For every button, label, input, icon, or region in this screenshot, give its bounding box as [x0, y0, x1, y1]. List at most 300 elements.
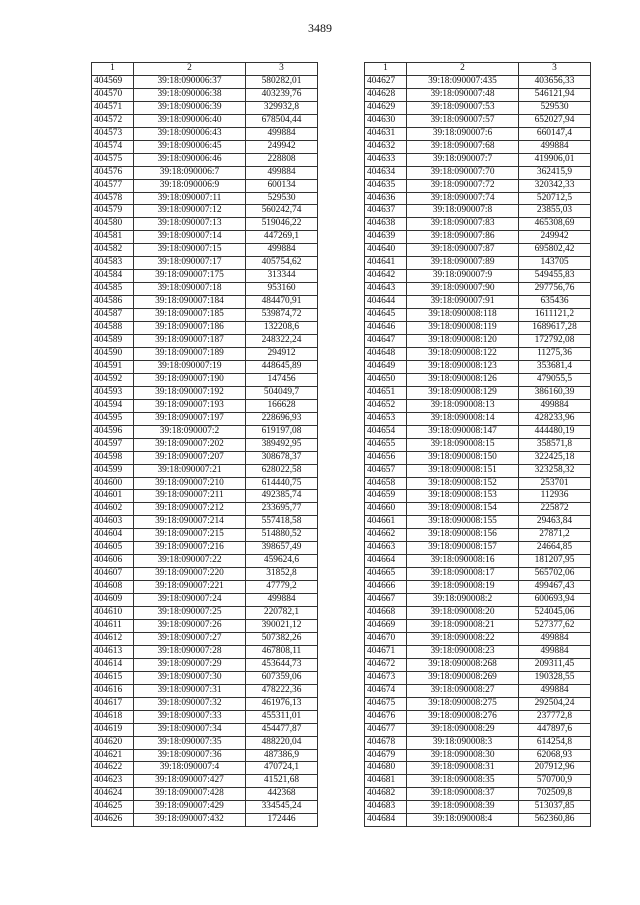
table-row	[365, 697, 591, 710]
table-row	[92, 412, 318, 425]
cadastral-value: 442368	[246, 788, 318, 801]
cadastral-number: 39:18:090007:13	[134, 218, 246, 231]
cadastral-value: 580282,01	[246, 75, 318, 88]
cadastral-number: 39:18:090007:428	[134, 788, 246, 801]
cadastral-value: 499884	[519, 140, 591, 153]
table-row	[92, 386, 318, 399]
cadastral-value: 31852,8	[246, 568, 318, 581]
row-number: 404630	[365, 114, 407, 127]
row-number: 404654	[365, 425, 407, 438]
cadastral-value: 444480,19	[519, 425, 591, 438]
table-row	[92, 814, 318, 827]
cadastral-value: 249942	[519, 231, 591, 244]
cadastral-number: 39:18:090007:432	[134, 814, 246, 827]
table-row	[365, 542, 591, 555]
row-number: 404601	[92, 490, 134, 503]
table-row	[92, 192, 318, 205]
cadastral-number: 39:18:090008:155	[407, 516, 519, 529]
row-number: 404570	[92, 88, 134, 101]
row-number: 404586	[92, 296, 134, 309]
cadastral-number: 39:18:090007:30	[134, 671, 246, 684]
table-row	[92, 101, 318, 114]
cadastral-number: 39:18:090007:35	[134, 736, 246, 749]
table-row	[92, 335, 318, 348]
cadastral-value: 499884	[519, 632, 591, 645]
table-row	[365, 723, 591, 736]
cadastral-number: 39:18:090007:25	[134, 607, 246, 620]
table-row	[365, 296, 591, 309]
cadastral-number: 39:18:090007:9	[407, 270, 519, 283]
row-number: 404650	[365, 373, 407, 386]
row-number: 404597	[92, 438, 134, 451]
cadastral-number: 39:18:090008:14	[407, 412, 519, 425]
cadastral-number: 39:18:090007:17	[134, 257, 246, 270]
cadastral-number: 39:18:090007:14	[134, 231, 246, 244]
cadastral-value: 297756,76	[519, 283, 591, 296]
cadastral-value: 320342,33	[519, 179, 591, 192]
cadastral-value: 470724,1	[246, 762, 318, 775]
cadastral-value: 398657,49	[246, 542, 318, 555]
cadastral-value: 488220,04	[246, 736, 318, 749]
cadastral-value: 323258,32	[519, 464, 591, 477]
row-number: 404677	[365, 723, 407, 736]
row-number: 404667	[365, 594, 407, 607]
cadastral-number: 39:18:090007:33	[134, 710, 246, 723]
cadastral-number: 39:18:090007:214	[134, 516, 246, 529]
row-number: 404634	[365, 166, 407, 179]
row-number: 404575	[92, 153, 134, 166]
cadastral-number: 39:18:090007:53	[407, 101, 519, 114]
table-row	[365, 205, 591, 218]
row-number: 404673	[365, 671, 407, 684]
row-number: 404679	[365, 749, 407, 762]
table-row	[92, 723, 318, 736]
cadastral-value: 499884	[519, 645, 591, 658]
row-number: 404672	[365, 658, 407, 671]
cadastral-number: 39:18:090006:39	[134, 101, 246, 114]
cadastral-number: 39:18:090007:91	[407, 296, 519, 309]
cadastral-number: 39:18:090008:17	[407, 568, 519, 581]
table-row	[92, 75, 318, 88]
table-row	[365, 477, 591, 490]
cadastral-value: 560242,74	[246, 205, 318, 218]
cadastral-value: 499884	[519, 399, 591, 412]
cadastral-value: 237772,8	[519, 710, 591, 723]
cadastral-value: 529530	[246, 192, 318, 205]
table-body-right	[365, 75, 591, 826]
cadastral-value: 27871,2	[519, 529, 591, 542]
row-number: 404639	[365, 231, 407, 244]
row-number: 404612	[92, 632, 134, 645]
cadastral-number: 39:18:090008:29	[407, 723, 519, 736]
cadastral-number: 39:18:090007:89	[407, 257, 519, 270]
cadastral-value: 172792,08	[519, 335, 591, 348]
header-row	[365, 63, 591, 76]
column-header-2: 2	[407, 63, 519, 76]
cadastral-number: 39:18:090007:193	[134, 399, 246, 412]
cadastral-value: 478222,36	[246, 684, 318, 697]
row-number: 404642	[365, 270, 407, 283]
cadastral-value: 172446	[246, 814, 318, 827]
cadastral-value: 635436	[519, 296, 591, 309]
cadastral-value: 484470,91	[246, 296, 318, 309]
cadastral-value: 1689617,28	[519, 322, 591, 335]
cadastral-number: 39:18:090007:175	[134, 270, 246, 283]
row-number: 404660	[365, 503, 407, 516]
cadastral-value: 461976,13	[246, 697, 318, 710]
table-row	[92, 632, 318, 645]
row-number: 404604	[92, 529, 134, 542]
cadastral-number: 39:18:090008:19	[407, 581, 519, 594]
table-row	[92, 503, 318, 516]
cadastral-number: 39:18:090007:197	[134, 412, 246, 425]
table-body-left	[92, 75, 318, 826]
row-number: 404646	[365, 322, 407, 335]
cadastral-number: 39:18:090007:186	[134, 322, 246, 335]
cadastral-value: 628022,58	[246, 464, 318, 477]
cadastral-value: 487386,9	[246, 749, 318, 762]
cadastral-number: 39:18:090008:30	[407, 749, 519, 762]
table-row	[365, 347, 591, 360]
cadastral-number: 39:18:090007:212	[134, 503, 246, 516]
cadastral-value: 499884	[519, 684, 591, 697]
row-number: 404610	[92, 607, 134, 620]
cadastral-number: 39:18:090007:427	[134, 775, 246, 788]
table-row	[365, 425, 591, 438]
cadastral-number: 39:18:090007:12	[134, 205, 246, 218]
cadastral-value: 386160,39	[519, 386, 591, 399]
row-number: 404645	[365, 309, 407, 322]
row-number: 404620	[92, 736, 134, 749]
row-number: 404666	[365, 581, 407, 594]
row-number: 404682	[365, 788, 407, 801]
cadastral-value: 228808	[246, 153, 318, 166]
cadastral-number: 39:18:090007:216	[134, 542, 246, 555]
cadastral-value: 228696,93	[246, 412, 318, 425]
cadastral-number: 39:18:090008:27	[407, 684, 519, 697]
cadastral-value: 600134	[246, 179, 318, 192]
table-row	[92, 749, 318, 762]
row-number: 404626	[92, 814, 134, 827]
table-row	[92, 127, 318, 140]
row-number: 404578	[92, 192, 134, 205]
row-number: 404573	[92, 127, 134, 140]
table-row	[365, 386, 591, 399]
row-number: 404571	[92, 101, 134, 114]
row-number: 404676	[365, 710, 407, 723]
cadastral-number: 39:18:090008:4	[407, 814, 519, 827]
cadastral-number: 39:18:090006:9	[134, 179, 246, 192]
table-row	[365, 594, 591, 607]
cadastral-number: 39:18:090008:150	[407, 451, 519, 464]
row-number: 404622	[92, 762, 134, 775]
cadastral-value: 322425,18	[519, 451, 591, 464]
column-header-1: 1	[92, 63, 134, 76]
table-row	[92, 555, 318, 568]
row-number: 404653	[365, 412, 407, 425]
cadastral-value: 132208,6	[246, 322, 318, 335]
row-number: 404595	[92, 412, 134, 425]
cadastral-number: 39:18:090008:118	[407, 309, 519, 322]
row-number: 404598	[92, 451, 134, 464]
cadastral-number: 39:18:090008:268	[407, 658, 519, 671]
cadastral-value: 557418,58	[246, 516, 318, 529]
cadastral-value: 467808,11	[246, 645, 318, 658]
row-number: 404633	[365, 153, 407, 166]
cadastral-value: 147456	[246, 373, 318, 386]
row-number: 404579	[92, 205, 134, 218]
table-row	[92, 179, 318, 192]
row-number: 404617	[92, 697, 134, 710]
table-row	[365, 244, 591, 257]
cadastral-value: 499884	[246, 127, 318, 140]
row-number: 404669	[365, 619, 407, 632]
row-number: 404609	[92, 594, 134, 607]
table-row	[365, 529, 591, 542]
table-row	[92, 581, 318, 594]
cadastral-number: 39:18:090007:28	[134, 645, 246, 658]
cadastral-value: 454477,87	[246, 723, 318, 736]
table-row	[92, 399, 318, 412]
table-row	[92, 296, 318, 309]
row-number: 404659	[365, 490, 407, 503]
cadastral-value: 29463,84	[519, 516, 591, 529]
table-row	[365, 516, 591, 529]
cadastral-value: 329932,8	[246, 101, 318, 114]
row-number: 404656	[365, 451, 407, 464]
table-row	[92, 775, 318, 788]
cadastral-number: 39:18:090007:21	[134, 464, 246, 477]
cadastral-number: 39:18:090008:156	[407, 529, 519, 542]
cadastral-number: 39:18:090008:153	[407, 490, 519, 503]
table-row	[365, 75, 591, 88]
cadastral-value: 390021,12	[246, 619, 318, 632]
cadastral-value: 190328,55	[519, 671, 591, 684]
table-row	[92, 516, 318, 529]
row-number: 404680	[365, 762, 407, 775]
row-number: 404684	[365, 814, 407, 827]
cadastral-value: 419906,01	[519, 153, 591, 166]
cadastral-number: 39:18:090007:221	[134, 581, 246, 594]
cadastral-value: 225872	[519, 503, 591, 516]
cadastral-value: 62068,93	[519, 749, 591, 762]
cadastral-value: 499884	[246, 244, 318, 257]
cadastral-number: 39:18:090007:48	[407, 88, 519, 101]
table-row	[92, 594, 318, 607]
row-number: 404572	[92, 114, 134, 127]
row-number: 404683	[365, 801, 407, 814]
row-number: 404658	[365, 477, 407, 490]
header-row	[92, 63, 318, 76]
table-row	[365, 503, 591, 516]
row-number: 404614	[92, 658, 134, 671]
table-row	[92, 542, 318, 555]
registry-table-left	[91, 62, 318, 827]
row-number: 404581	[92, 231, 134, 244]
cadastral-value: 565702,06	[519, 568, 591, 581]
row-number: 404587	[92, 309, 134, 322]
table-row	[365, 490, 591, 503]
cadastral-number: 39:18:090007:202	[134, 438, 246, 451]
page-number: 3489	[308, 21, 332, 35]
row-number: 404671	[365, 645, 407, 658]
cadastral-number: 39:18:090007:189	[134, 347, 246, 360]
cadastral-value: 334545,24	[246, 801, 318, 814]
cadastral-number: 39:18:090008:37	[407, 788, 519, 801]
table-row	[365, 775, 591, 788]
cadastral-number: 39:18:090008:16	[407, 555, 519, 568]
row-number: 404611	[92, 619, 134, 632]
cadastral-value: 47779,2	[246, 581, 318, 594]
row-number: 404585	[92, 283, 134, 296]
cadastral-value: 166628	[246, 399, 318, 412]
table-row	[365, 192, 591, 205]
table-row	[92, 218, 318, 231]
row-number: 404628	[365, 88, 407, 101]
table-row	[92, 309, 318, 322]
row-number: 404662	[365, 529, 407, 542]
cadastral-value: 455311,01	[246, 710, 318, 723]
table-row	[365, 309, 591, 322]
row-number: 404638	[365, 218, 407, 231]
cadastral-value: 353681,4	[519, 360, 591, 373]
table-row	[365, 166, 591, 179]
cadastral-number: 39:18:090007:70	[407, 166, 519, 179]
cadastral-value: 524045,06	[519, 607, 591, 620]
cadastral-number: 39:18:090008:129	[407, 386, 519, 399]
cadastral-value: 652027,94	[519, 114, 591, 127]
row-number: 404632	[365, 140, 407, 153]
row-number: 404636	[365, 192, 407, 205]
cadastral-value: 529530	[519, 101, 591, 114]
row-number: 404623	[92, 775, 134, 788]
cadastral-number: 39:18:090007:210	[134, 477, 246, 490]
table-row	[92, 360, 318, 373]
row-number: 404668	[365, 607, 407, 620]
table-row	[365, 555, 591, 568]
cadastral-value: 362415,9	[519, 166, 591, 179]
cadastral-number: 39:18:090008:13	[407, 399, 519, 412]
cadastral-value: 292504,24	[519, 697, 591, 710]
row-number: 404681	[365, 775, 407, 788]
table-row	[92, 322, 318, 335]
row-number: 404655	[365, 438, 407, 451]
cadastral-number: 39:18:090006:46	[134, 153, 246, 166]
cadastral-number: 39:18:090007:8	[407, 205, 519, 218]
cadastral-value: 459624,6	[246, 555, 318, 568]
cadastral-number: 39:18:090008:147	[407, 425, 519, 438]
row-number: 404644	[365, 296, 407, 309]
table-row	[92, 710, 318, 723]
table-row	[365, 373, 591, 386]
row-number: 404618	[92, 710, 134, 723]
cadastral-number: 39:18:090007:6	[407, 127, 519, 140]
table-row	[365, 632, 591, 645]
cadastral-number: 39:18:090008:123	[407, 360, 519, 373]
cadastral-value: 614254,8	[519, 736, 591, 749]
cadastral-number: 39:18:090007:4	[134, 762, 246, 775]
cadastral-number: 39:18:090008:2	[407, 594, 519, 607]
table-row	[365, 801, 591, 814]
table-row	[365, 412, 591, 425]
row-number: 404647	[365, 335, 407, 348]
table-row	[92, 283, 318, 296]
cadastral-value: 614440,75	[246, 477, 318, 490]
cadastral-number: 39:18:090008:151	[407, 464, 519, 477]
cadastral-number: 39:18:090007:11	[134, 192, 246, 205]
cadastral-value: 514880,52	[246, 529, 318, 542]
cadastral-number: 39:18:090007:7	[407, 153, 519, 166]
table-row	[92, 529, 318, 542]
cadastral-number: 39:18:090007:34	[134, 723, 246, 736]
row-number: 404675	[365, 697, 407, 710]
table-row	[92, 270, 318, 283]
cadastral-value: 23855,03	[519, 205, 591, 218]
table-row	[92, 684, 318, 697]
table-row	[92, 425, 318, 438]
table-row	[92, 166, 318, 179]
table-row	[92, 114, 318, 127]
row-number: 404596	[92, 425, 134, 438]
cadastral-value: 520712,5	[519, 192, 591, 205]
cadastral-number: 39:18:090007:18	[134, 283, 246, 296]
cadastral-number: 39:18:090008:23	[407, 645, 519, 658]
row-number: 404663	[365, 542, 407, 555]
row-number: 404589	[92, 335, 134, 348]
row-number: 404637	[365, 205, 407, 218]
table-row	[365, 335, 591, 348]
cadastral-value: 248322,24	[246, 335, 318, 348]
table-row	[92, 697, 318, 710]
table-row	[365, 322, 591, 335]
column-header-3: 3	[519, 63, 591, 76]
row-number: 404603	[92, 516, 134, 529]
row-number: 404577	[92, 179, 134, 192]
cadastral-number: 39:18:090008:15	[407, 438, 519, 451]
cadastral-value: 499884	[246, 166, 318, 179]
cadastral-number: 39:18:090006:40	[134, 114, 246, 127]
cadastral-value: 447897,6	[519, 723, 591, 736]
table-row	[92, 801, 318, 814]
cadastral-value: 619197,08	[246, 425, 318, 438]
row-number: 404615	[92, 671, 134, 684]
cadastral-number: 39:18:090007:36	[134, 749, 246, 762]
row-number: 404651	[365, 386, 407, 399]
cadastral-number: 39:18:090006:38	[134, 88, 246, 101]
cadastral-value: 358571,8	[519, 438, 591, 451]
table-row	[365, 231, 591, 244]
table-row	[92, 231, 318, 244]
cadastral-number: 39:18:090008:31	[407, 762, 519, 775]
row-number: 404670	[365, 632, 407, 645]
table-row	[365, 619, 591, 632]
cadastral-number: 39:18:090007:220	[134, 568, 246, 581]
table-row	[365, 88, 591, 101]
cadastral-number: 39:18:090007:31	[134, 684, 246, 697]
cadastral-value: 570700,9	[519, 775, 591, 788]
cadastral-value: 447269,1	[246, 231, 318, 244]
cadastral-value: 233695,77	[246, 503, 318, 516]
row-number: 404591	[92, 360, 134, 373]
table-row	[92, 244, 318, 257]
cadastral-value: 294912	[246, 347, 318, 360]
row-number: 404602	[92, 503, 134, 516]
cadastral-number: 39:18:090008:157	[407, 542, 519, 555]
cadastral-value: 607359,06	[246, 671, 318, 684]
cadastral-value: 403239,76	[246, 88, 318, 101]
cadastral-value: 527377,62	[519, 619, 591, 632]
cadastral-value: 513037,85	[519, 801, 591, 814]
